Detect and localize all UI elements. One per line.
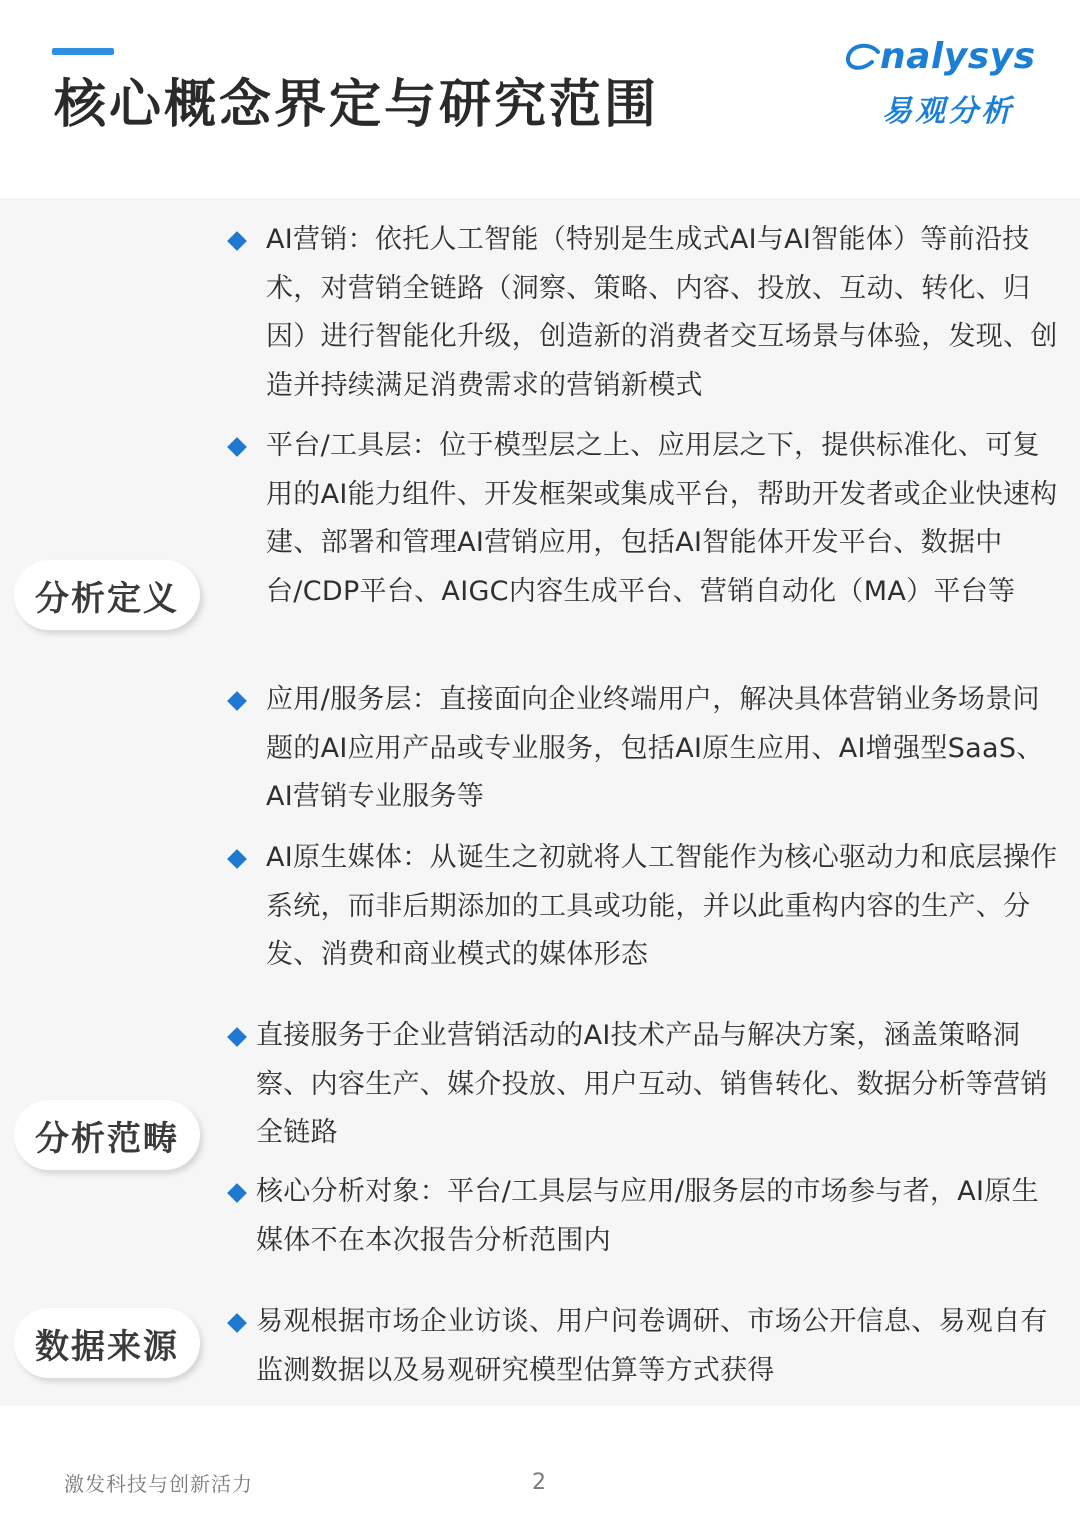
diamond-bullet-icon [227, 1313, 247, 1333]
item-text: 平台/工具层：位于模型层之上、应用层之下，提供标准化、可复用的AI能力组件、开发框架或集成平台，帮助开发者或企业快速构建、部署和管理AI营销应用，包括AI智能体开发平台、数据中台/CDP平台、AIGC内容生成平台、营销自动化（MA）平台等 [266, 430, 1058, 607]
list-item [226, 676, 1066, 822]
logo-text-en: nalysys [880, 36, 1036, 77]
list-item [226, 1298, 1066, 1395]
analysys-logo [846, 36, 1036, 132]
logo-text-cn: 易观分析 [882, 94, 1014, 129]
item-text: 核心分析对象：平台/工具层与应用/服务层的市场参与者，AI原生媒体不在本次报告分析范围内 [256, 1176, 1039, 1256]
diamond-bullet-icon [227, 231, 247, 251]
list-item [226, 834, 1066, 980]
logo-swoosh-icon [842, 38, 882, 78]
list-item [226, 216, 1066, 410]
diamond-bullet-icon [227, 1027, 247, 1047]
list-item [226, 1168, 1066, 1265]
list-item [226, 422, 1066, 616]
title-accent-bar [52, 48, 114, 55]
page-title: 核心概念界定与研究范围 [54, 75, 660, 135]
list-item [226, 1012, 1066, 1158]
diamond-bullet-icon [227, 691, 247, 711]
footer-slogan: 激发科技与创新活力 [64, 1472, 253, 1496]
section-label-definition: 分析定义 [14, 560, 200, 630]
diamond-bullet-icon [227, 437, 247, 457]
item-text: AI营销：依托人工智能（特别是生成式AI与AI智能体）等前沿技术，对营销全链路（洞察、策略、内容、投放、互动、转化、归因）进行智能化升级，创造新的消费者交互场景与体验，发现、创造并持续满足消费需求的营销新模式 [266, 224, 1058, 401]
item-text: AI原生媒体：从诞生之初就将人工智能作为核心驱动力和底层操作系统，而非后期添加的工具或功能，并以此重构内容的生产、分发、消费和商业模式的媒体形态 [266, 842, 1058, 970]
diamond-bullet-icon [227, 849, 247, 869]
section-label-data-source: 数据来源 [14, 1308, 200, 1378]
diamond-bullet-icon [227, 1183, 247, 1203]
item-text: 易观根据市场企业访谈、用户问卷调研、市场公开信息、易观自有监测数据以及易观研究模型估算等方式获得 [256, 1306, 1048, 1386]
item-text: 应用/服务层：直接面向企业终端用户，解决具体营销业务场景问题的AI应用产品或专业服务，包括AI原生应用、AI增强型SaaS、AI营销专业服务等 [266, 684, 1044, 812]
page-number: 2 [532, 1470, 546, 1495]
item-text: 直接服务于企业营销活动的AI技术产品与解决方案，涵盖策略洞察、内容生产、媒介投放、用户互动、销售转化、数据分析等营销全链路 [256, 1020, 1048, 1148]
section-label-scope: 分析范畴 [14, 1100, 200, 1170]
